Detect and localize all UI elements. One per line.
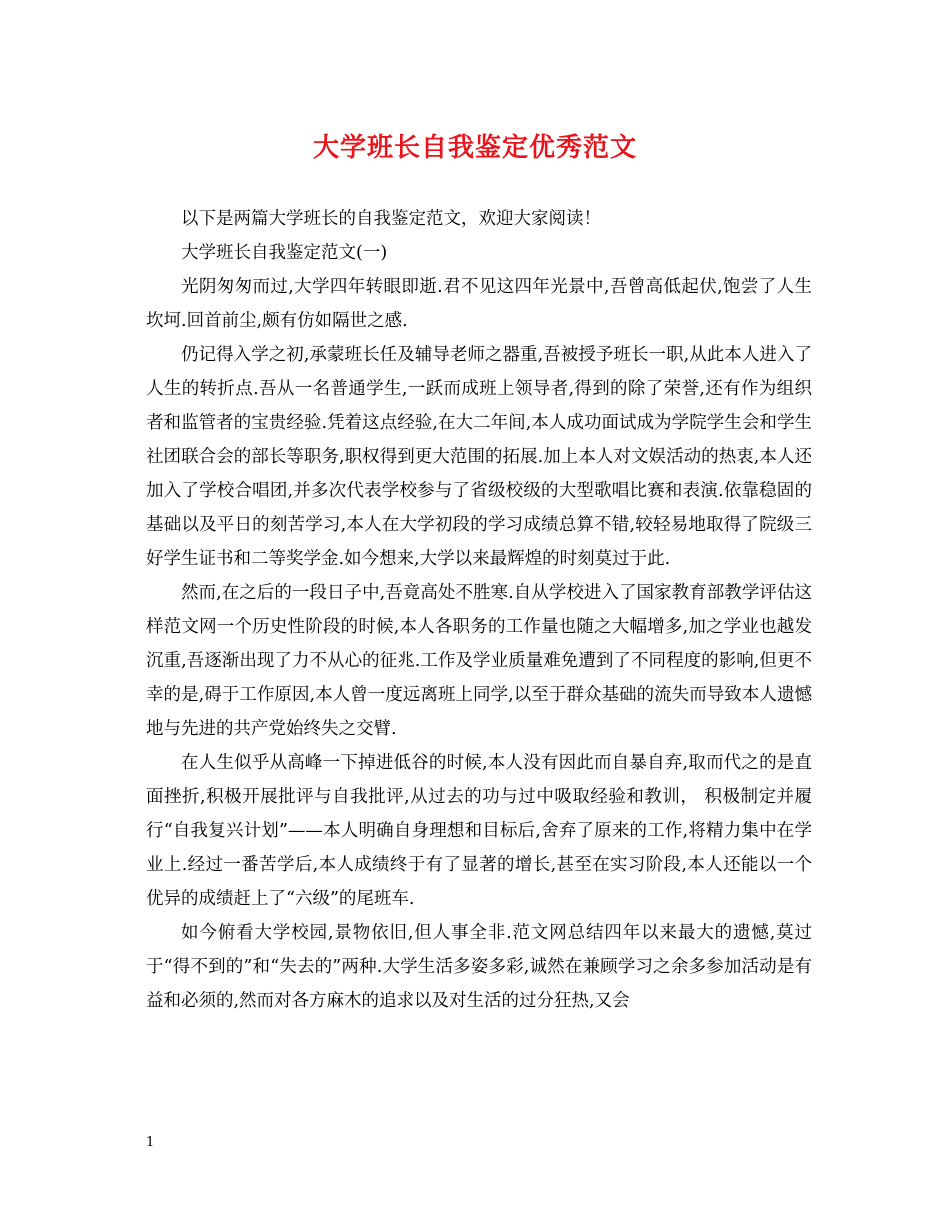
paragraph: 光阴匆匆而过,大学四年转眼即逝.君不见这四年光景中,吾曾高低起伏,饱尝了人生坎坷.回首前尘,颇有仿如隔世之感. (146, 277, 812, 331)
paragraph-intro: 以下是两篇大学班长的自我鉴定范文，欢迎大家阅读！ (181, 209, 601, 229)
paragraph: 然而,在之后的一段日子中,吾竟高处不胜寒.自从学校进入了国家教育部教学评估这样范文网一个历史性阶段的时候,本人各职务的工作量也随之大幅增多,加之学业也越发沉重,吾逐渐出现了力不从心的征兆.工作及学业质量难免遭到了不同程度的影响,但更不幸的是,碍于工作原因,本人曾一度远离班上同学,以至于群众基础的流失而导致本人遗憾地与先进的共产党始终失之交臂. (146, 583, 812, 739)
page-number: 1 (146, 1135, 155, 1150)
paragraph: 如今俯看大学校园,景物依旧,但人事全非.范文网总结四年以来最大的遗憾,莫过于“得不到的”和“失去的”两种.大学生活多姿多彩,诚然在兼顾学习之余多参加活动是有益和必须的,然而对各方麻木的追求以及对生活的过分狂热,又会 (146, 923, 812, 1011)
paragraph: 在人生似乎从高峰一下掉进低谷的时候,本人没有因此而自暴自弃,取而代之的是直面挫折,积极开展批评与自我批评,从过去的功与过中吸取经验和教训， 积极制定并履行“自我复兴计划”——本人明确自身理想和目标后,舍弃了原来的工作,将精力集中在学业上.经过一番苦学后,本人成绩终于有了显著的增长,甚至在实习阶段,本人还能以一个优异的成绩赶上了“六级”的尾班车. (146, 753, 812, 909)
document-body (146, 202, 812, 1018)
paragraph: 仍记得入学之初,承蒙班长任及辅导老师之器重,吾被授予班长一职,从此本人进入了人生的转折点.吾从一名普通学生,一跃而成班上领导者,得到的除了荣誉,还有作为组织者和监管者的宝贵经验.凭着这点经验,在大二年间,本人成功面试成为学院学生会和学生社团联合会的部长等职务,职权得到更大范围的拓展.加上本人对文娱活动的热衷,本人还加入了学校合唱团,并多次代表学校参与了省级校级的大型歌唱比赛和表演.依靠稳固的基础以及平日的刻苦学习,本人在大学初段的学习成绩总算不错,较轻易地取得了院级三好学生证书和二等奖学金.如今想来,大学以来最辉煌的时刻莫过于此. (146, 345, 812, 569)
document-title: 大学班长自我鉴定优秀范文 (312, 133, 637, 163)
paragraph-section-heading: 大学班长自我鉴定范文(一) (181, 243, 388, 263)
